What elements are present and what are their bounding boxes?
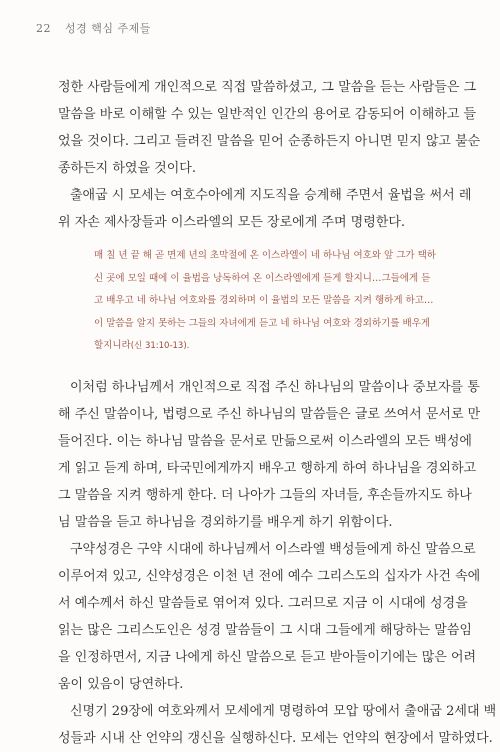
- quote-line-end: 할지니라: [94, 340, 131, 351]
- paragraph-4: [58, 536, 481, 698]
- paragraph-line: 구약성경은 구약 시대에 하나님께서 이스라엘 백성들에게 하신 말씀으로: [70, 542, 476, 557]
- paragraph-line: 출애굽 시 모세는 여호수아에게 지도직을 승계해 주면서 율법을 써서 레: [70, 188, 472, 203]
- paragraph-line: 이루어져 있고, 신약성경은 이천 년 전에 예수 그리스도의 십자가 사건 속에: [58, 569, 481, 584]
- quote-line: 고 배우고 네 하나님 여호와를 경외하며 이 율법의 모든 말씀을 지켜 행하게 하고…: [94, 295, 434, 306]
- paragraph-2: [58, 182, 472, 236]
- quote-line: 신 곳에 모일 때에 이 율법을 낭독하여 온 이스라엘에게 듣게 할지니…그들에게 듣: [94, 272, 431, 284]
- scripture-quote: [94, 245, 440, 358]
- paragraph-1: [58, 74, 481, 182]
- paragraph-line: 위 자손 제사장들과 이스라엘의 모든 장로에게 주며 명령한다.: [58, 215, 406, 230]
- quote-last-line: [94, 335, 440, 358]
- quote-line: 이 말씀을 알지 못하는 그들의 자녀에게 듣고 네 하나님 여호와 경외하기를 배우게: [94, 317, 431, 329]
- paragraph-line: 그 말씀을 지켜 행하게 한다. 더 나아가 그들의 자녀들, 후손들까지도 하나: [58, 488, 472, 503]
- scripture-reference: (신 31:10-13).: [130, 341, 190, 351]
- paragraph-line: 움이 있음이 당연하다.: [58, 677, 184, 692]
- paragraph-line: 들어진다. 이는 하나님 말씀을 문서로 만듦으로써 이스라엘의 모든 백성에: [58, 434, 472, 449]
- running-header: [36, 20, 151, 36]
- paragraph-5: [58, 698, 497, 752]
- page-number: 22: [36, 22, 51, 35]
- paragraph-line: 정한 사람들에게 개인적으로 직접 말씀하셨고, 그 말씀을 듣는 사람들은 그: [58, 80, 477, 95]
- paragraph-line: 말씀을 바로 이해할 수 있는 일반적인 인간의 용어로 감동되어 이해하고 들: [58, 107, 477, 122]
- paragraph-line: 읽는 많은 그리스도인은 성경 말씀들이 그 시대 그들에게 해당하는 말씀임: [58, 623, 472, 638]
- paragraph-line: 해 주신 말씀이나, 법령으로 주신 하나님의 말씀들은 글로 쓰여서 문서로 만: [58, 407, 481, 422]
- paragraph-line: 종하든지 하였을 것이다.: [58, 161, 196, 176]
- paragraph-line: 었을 것이다. 그리고 들려진 말씀을 믿어 순종하든지 아니면 믿지 않고 불순: [58, 134, 481, 149]
- paragraph-3: [58, 374, 481, 536]
- paragraph-line: 신명기 29장에 여호와께서 모세에게 명령하여 모압 땅에서 출애굽 2세대 백: [70, 704, 497, 719]
- paragraph-line: 님 말씀을 듣고 하나님을 경외하기를 배우게 하기 위함이다.: [58, 515, 393, 530]
- paragraph-line: 게 읽고 듣게 하며, 타국민에게까지 배우고 행하게 하여 하나님을 경외하고: [58, 461, 477, 476]
- paragraph-line: 을 인정하면서, 지금 나에게 하신 말씀으로 듣고 받아들이기에는 많은 어려: [58, 650, 477, 665]
- paragraph-line: 이처럼 하나님께서 개인적으로 직접 주신 하나님의 말씀이나 중보자를 통: [70, 380, 480, 395]
- paragraph-line: 서 예수께서 하신 말씀들로 엮어져 있다. 그러므로 지금 이 시대에 성경을: [58, 596, 468, 611]
- book-title: 성경 핵심 주제들: [65, 22, 151, 35]
- paragraph-line: 성들과 시내 산 언약의 갱신을 실행하신다. 모세는 언약의 현장에서 말하였다.: [58, 731, 493, 746]
- quote-line: 매 칠 년 끝 해 곧 면제 년의 초막절에 온 이스라엘이 네 하나님 여호와 앞 그가 택하: [94, 250, 436, 261]
